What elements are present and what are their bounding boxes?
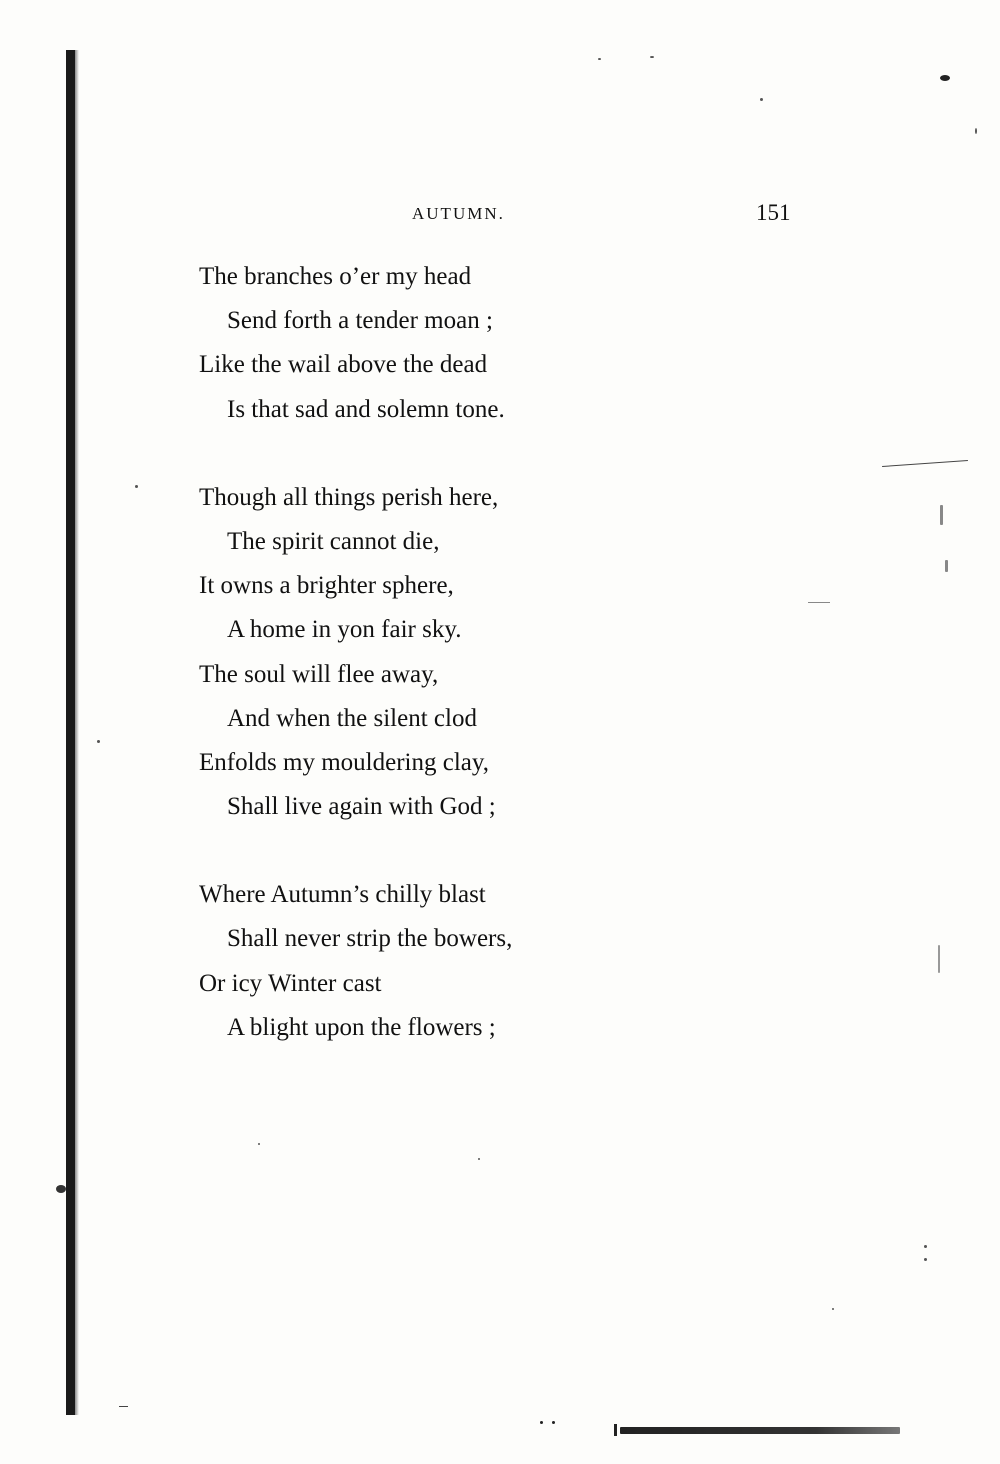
scan-speck — [924, 1245, 927, 1248]
poem-line: Or icy Winter cast — [199, 969, 382, 997]
scan-speck — [945, 560, 948, 572]
poem-line: It owns a brighter sphere, — [199, 572, 454, 600]
scan-speck — [540, 1421, 543, 1424]
poem-line: The soul will flee away, — [199, 660, 439, 688]
running-head — [0, 200, 1000, 230]
scan-speck — [832, 1308, 834, 1310]
bottom-rule-cap — [614, 1424, 617, 1436]
poem-line: And when the silent clod — [227, 704, 477, 732]
poem-line: Send forth a tender moan ; — [227, 307, 493, 335]
scan-speck — [478, 1158, 480, 1160]
binding-edge — [66, 50, 75, 1415]
poem-line: Is that sad and solemn tone. — [227, 395, 505, 423]
poem — [199, 259, 759, 1098]
scan-speck — [258, 1143, 260, 1145]
scan-speck — [598, 58, 601, 60]
scan-speck — [975, 128, 977, 134]
scan-scratch — [808, 602, 830, 603]
scan-speck — [552, 1421, 555, 1424]
scan-speck — [940, 75, 950, 81]
scan-speck — [924, 1258, 927, 1261]
poem-line: A blight upon the flowers ; — [227, 1013, 496, 1041]
stanza — [199, 480, 759, 834]
scan-scratch — [882, 460, 968, 467]
poem-line: Though all things perish here, — [199, 483, 499, 511]
scan-speck — [97, 740, 100, 743]
scan-speck — [940, 505, 943, 525]
scan-speck — [938, 945, 940, 973]
scan-scratch — [119, 1406, 128, 1407]
scan-speck — [760, 98, 763, 101]
poem-line: The branches o’er my head — [199, 263, 472, 290]
page-number: 151 — [756, 200, 791, 225]
poem-line: The spirit cannot die, — [227, 527, 440, 555]
scan-speck — [56, 1185, 66, 1193]
scan-speck — [135, 485, 138, 488]
running-title: AUTUMN. — [412, 204, 505, 223]
stanza — [199, 877, 759, 1054]
poem-line: Enfolds my mouldering clay, — [199, 748, 489, 776]
bottom-rule — [620, 1427, 900, 1434]
poem-line: Like the wail above the dead — [199, 351, 488, 379]
poem-line: Shall live again with God ; — [227, 793, 496, 821]
poem-line: Shall never strip the bowers, — [227, 925, 513, 953]
scan-speck — [650, 56, 654, 58]
poem-line: Where Autumn’s chilly blast — [199, 881, 486, 909]
poem-line: A home in yon fair sky. — [227, 616, 462, 644]
stanza — [199, 259, 759, 436]
